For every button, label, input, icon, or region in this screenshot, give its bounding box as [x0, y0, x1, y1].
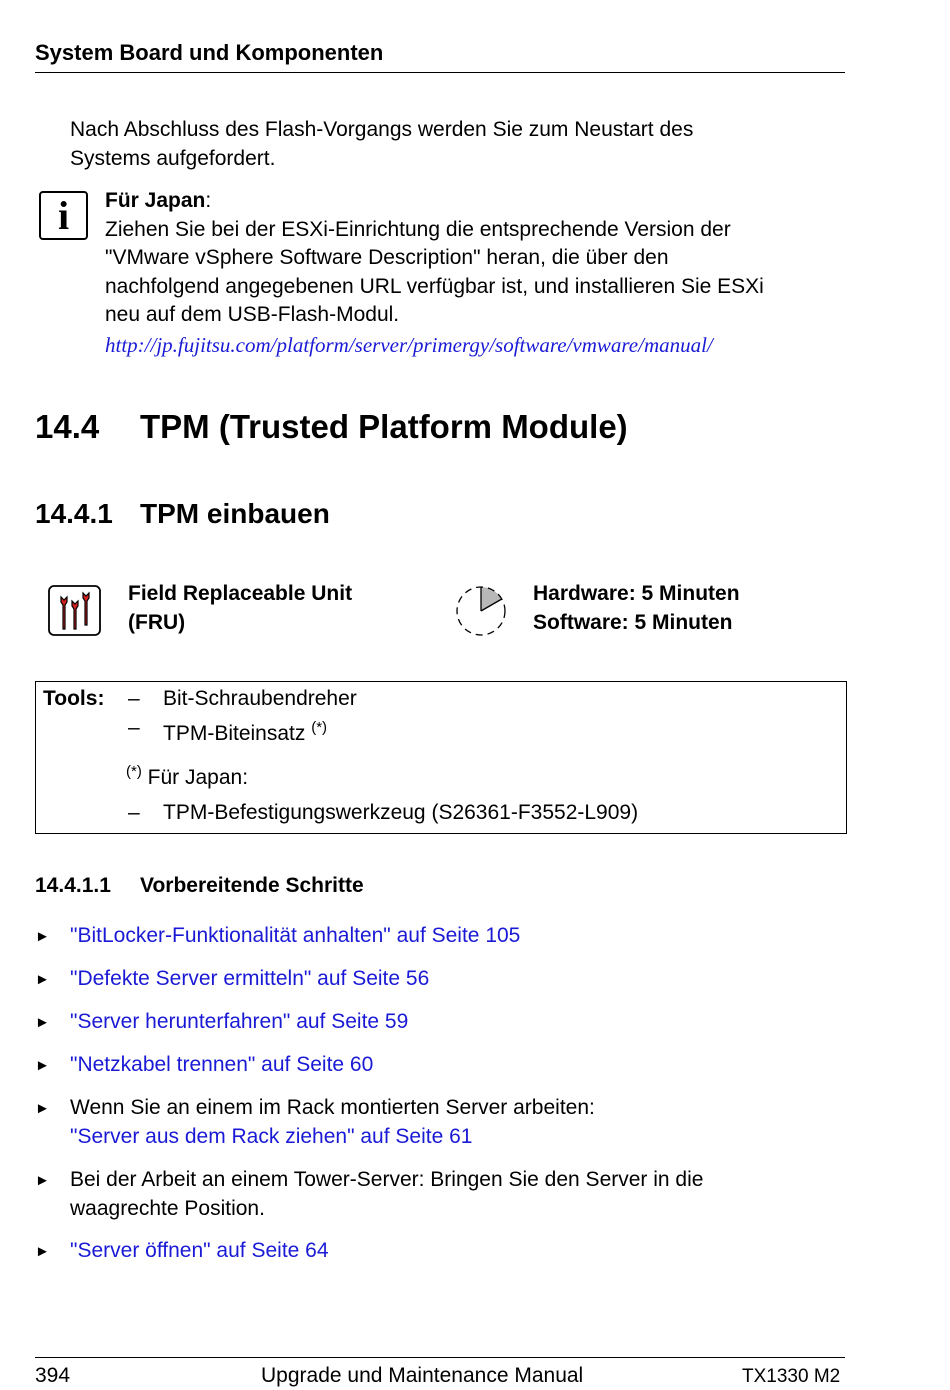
step-link-bitlocker[interactable]: "BitLocker-Funktionalität anhalten" auf Seite 105 — [70, 924, 521, 947]
tools-dash: – — [128, 801, 140, 824]
fru-line: Field Replaceable Unit — [128, 582, 353, 605]
subsubsection-number: 14.4.1.1 — [35, 874, 111, 897]
subsubsection-title: Vorbereitende Schritte — [140, 874, 364, 897]
hardware-time: Hardware: 5 Minuten — [533, 582, 740, 605]
tools-label: Tools: — [43, 687, 105, 710]
japan-footnote — [126, 758, 248, 793]
step-link-herunterfahren[interactable]: "Server herunterfahren" auf Seite 59 — [70, 1010, 409, 1033]
vmware-manual-link[interactable]: http://jp.fujitsu.com/platform/server/primergy/software/vmware/manual/ — [105, 332, 713, 357]
time-estimate — [533, 580, 740, 637]
step-text: Bei der Arbeit an einem Tower-Server: Bringen Sie den Server in die — [70, 1168, 704, 1191]
step-tower — [70, 1166, 703, 1223]
step-link-rack[interactable]: "Server aus dem Rack ziehen" auf Seite 61 — [70, 1124, 473, 1148]
footnote-mark: (*) — [311, 719, 328, 736]
step-rack — [70, 1094, 595, 1151]
section-number: 14.4 — [35, 408, 100, 445]
japan-note — [105, 187, 764, 359]
header-rule — [35, 72, 845, 73]
intro-line: Nach Abschluss des Flash-Vorgangs werden Sie zum Neustart des — [70, 118, 694, 141]
clock-icon — [453, 583, 509, 639]
running-header: System Board und Komponenten — [35, 40, 384, 65]
note-line: nachfolgend angegebenen URL verfügbar ist, und installieren Sie ESXi — [105, 274, 764, 298]
tools-dash: – — [128, 687, 140, 710]
step-text: waagrechte Position. — [70, 1196, 265, 1220]
intro-paragraph — [70, 116, 693, 173]
section-title: TPM (Trusted Platform Module) — [140, 408, 628, 445]
note-line: neu auf dem USB-Flash-Modul. — [105, 303, 400, 326]
footer-rule — [35, 1357, 845, 1358]
step-text: Wenn Sie an einem im Rack montierten Server arbeiten: — [70, 1096, 595, 1119]
note-heading: Für Japan — [105, 189, 206, 212]
subsection-title: TPM einbauen — [140, 498, 330, 529]
wrench-icon — [48, 585, 101, 636]
bullet-arrow-icon: ► — [35, 971, 50, 988]
bullet-arrow-icon: ► — [35, 1100, 50, 1117]
bullet-arrow-icon: ► — [35, 928, 50, 945]
intro-line: Systems aufgefordert. — [70, 146, 276, 170]
tools-dash: – — [128, 716, 140, 739]
note-line: "VMware vSphere Software Description" heran, die über den — [105, 246, 669, 269]
footnote-mark: (*) — [126, 763, 142, 780]
step-link-defekte-server[interactable]: "Defekte Server ermitteln" auf Seite 56 — [70, 967, 430, 990]
bullet-arrow-icon: ► — [35, 1172, 50, 1189]
note-heading-colon: : — [205, 189, 212, 212]
tool-item — [163, 714, 327, 749]
step-link-server-oeffnen[interactable]: "Server öffnen" auf Seite 64 — [70, 1239, 329, 1262]
bullet-arrow-icon: ► — [35, 1014, 50, 1031]
manual-title: Upgrade und Maintenance Manual — [261, 1364, 584, 1387]
japan-label: Für Japan: — [147, 766, 249, 789]
note-heading-line — [105, 187, 764, 216]
tool-item: TPM-Befestigungswerkzeug (S26361-F3552-L909) — [163, 801, 639, 824]
bullet-arrow-icon: ► — [35, 1057, 50, 1074]
model-name: TX1330 M2 — [742, 1366, 841, 1387]
note-line: Ziehen Sie bei der ESXi-Einrichtung die entsprechende Version der — [105, 217, 731, 241]
fru-label — [128, 580, 352, 637]
tool-item-text: TPM-Biteinsatz — [163, 722, 306, 745]
page-number: 394 — [35, 1364, 71, 1387]
software-time: Software: 5 Minuten — [533, 610, 733, 634]
info-icon: i — [39, 191, 88, 240]
subsection-number: 14.4.1 — [35, 498, 113, 529]
tool-item: Bit-Schraubendreher — [163, 687, 357, 710]
step-link-netzkabel[interactable]: "Netzkabel trennen" auf Seite 60 — [70, 1053, 374, 1076]
bullet-arrow-icon: ► — [35, 1243, 50, 1260]
fru-line: (FRU) — [128, 610, 186, 634]
